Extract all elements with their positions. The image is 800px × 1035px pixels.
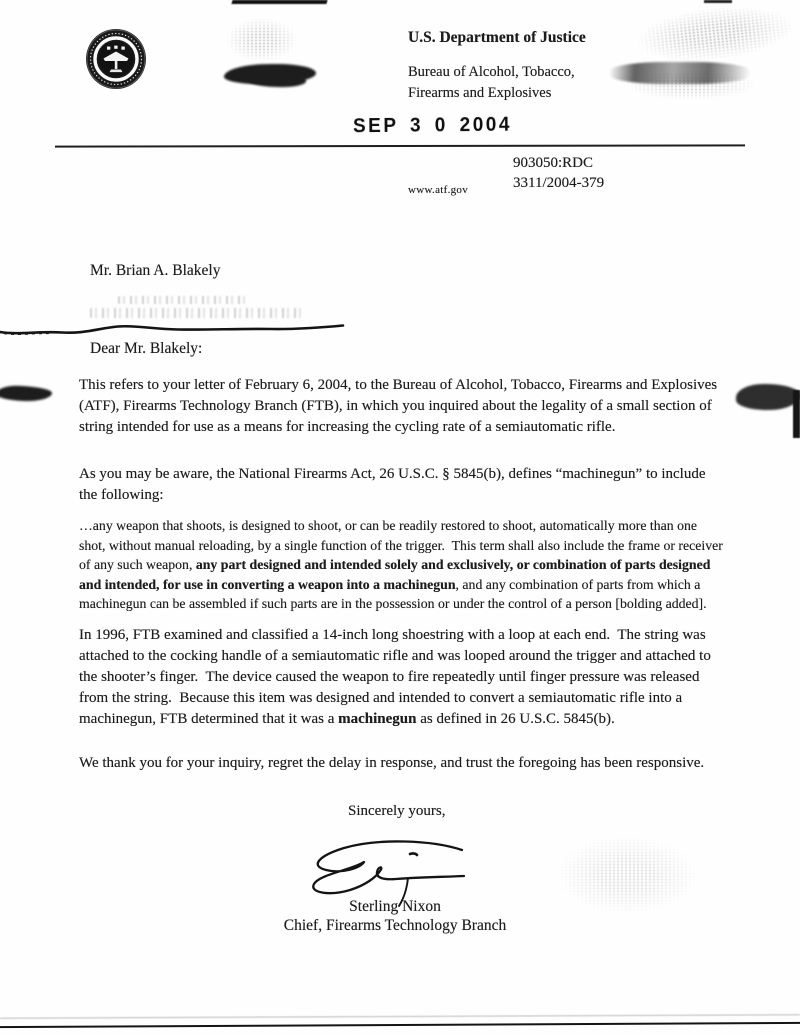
scan-smudge-top-right-cloud	[634, 0, 797, 68]
signer-name: Sterling Nixon	[349, 898, 441, 915]
scan-smudge-dark-center2	[248, 73, 306, 88]
body-paragraph-3: In 1996, FTB examined and classified a 14-inch long shoestring with a loop at each end. The string was attached to the cocking handle of a semiautomatic rifle and was looped around the trigger and attached to the shooter’s finger. The device caused the weapon to fire repeatedly until finger pressure was released from the string. Because this item was designed and intended to convert a semiautomatic rifle into a machinegun, FTB determined that it was a machinegun as defined in 26 U.S.C. 5845(b).	[79, 627, 715, 727]
department-title: U.S. Department of Justice	[408, 29, 586, 46]
scan-edge-line-bottom	[0, 1022, 800, 1029]
scan-edge-line-faint	[0, 1014, 800, 1018]
bureau-name-line1: Bureau of Alcohol, Tobacco,	[408, 64, 575, 80]
valediction: Sincerely yours,	[348, 803, 446, 819]
date-stamp: SEP 3 0 2004	[352, 113, 513, 138]
recipient-name: Mr. Brian A. Blakely	[90, 262, 221, 279]
scan-noise-right-of-signature	[556, 836, 698, 914]
body-paragraph-4: We thank you for your inquiry, regret the delay in response, and trust the foregoing has been responsive.	[79, 755, 705, 771]
scan-smudge-left-edge	[0, 385, 52, 402]
scan-smudge-upper-center	[226, 18, 298, 62]
salutation: Dear Mr. Blakely:	[90, 340, 203, 357]
scan-mark-top-bar	[231, 0, 327, 4]
signer-title: Chief, Firearms Technology Branch	[283, 917, 507, 934]
scan-smudge-top-right-grain	[626, 70, 756, 100]
doj-seal-icon	[84, 27, 148, 91]
website-url: www.atf.gov	[408, 184, 469, 196]
scan-smudge-right-edge	[736, 384, 800, 410]
redacted-address-ghost-1	[118, 296, 248, 304]
statute-quote-paragraph: …any weapon that shoots, is designed to shoot, or can be readily restored to shoot, automatically more than one shot, without manual reloading, by a single function of the trigger. This term shall also include the frame or receiver of any such weapon, any part designed and intended solely and exclusively, or combination of parts designed and intended, for use in converting a weapon into a machinegun, and any combination of parts from which a machinegun can be assembled if such parts are in the possession or under the control of a person [bolding added].	[79, 518, 727, 611]
signer-block	[260, 897, 530, 935]
reference-number-1: 903050:RDC	[513, 155, 594, 171]
redaction-scribble	[0, 319, 345, 339]
bureau-name-line2: Firearms and Explosives	[408, 85, 552, 101]
scan-strip-right-edge	[793, 390, 800, 438]
reference-number-2: 3311/2004-379	[513, 175, 605, 191]
body-paragraph-1: This refers to your letter of February 6, 2004, to the Bureau of Alcohol, Tobacco, Firearms and Explosives (ATF), Firearms Technology Branch (FTB), in which you inquired about the legality of a small section of string intended for use as a means for increasing the cycling rate of a semiautomatic rifle.	[79, 377, 721, 435]
body-paragraph-2: As you may be aware, the National Firearms Act, 26 U.S.C. § 5845(b), defines “machinegun” to include the following:	[79, 466, 710, 503]
redacted-address-ghost-2	[90, 308, 302, 318]
scan-mark-top-right	[704, 0, 732, 3]
header-divider-line	[55, 144, 745, 147]
